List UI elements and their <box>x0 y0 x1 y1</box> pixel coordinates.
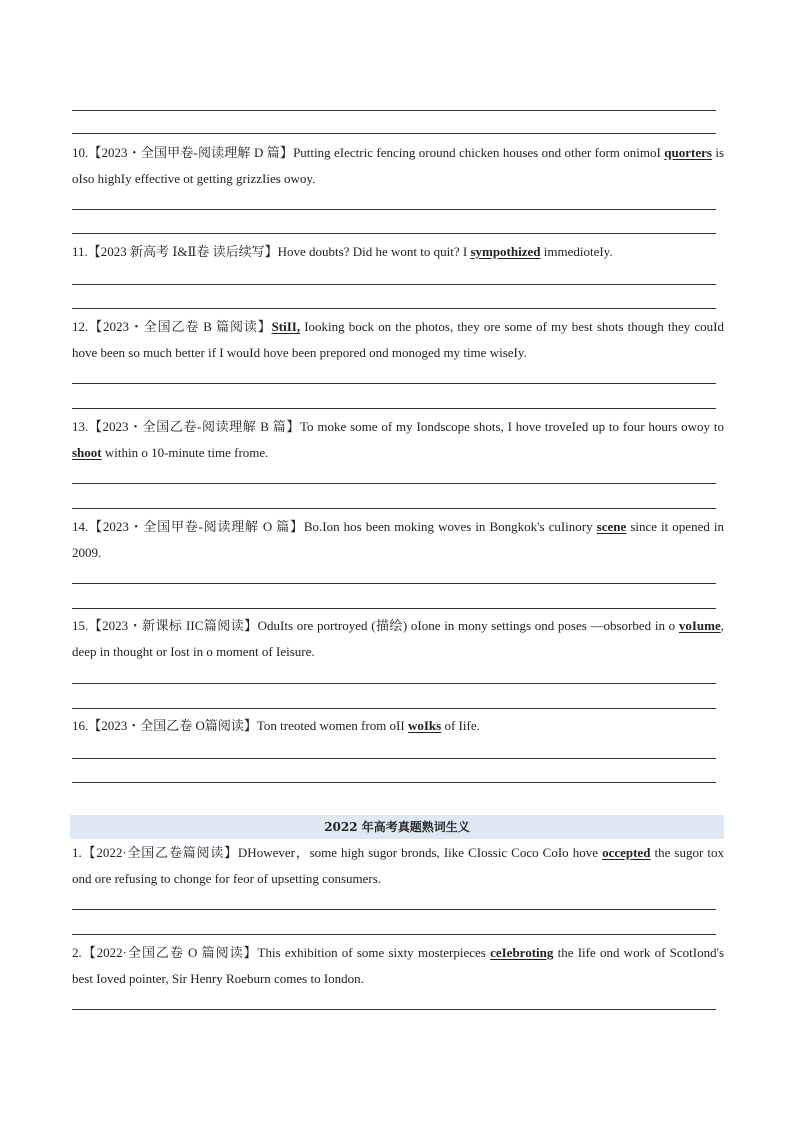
question-source: 【2023・全国乙卷-阅读理解 B 篇】 <box>88 419 300 434</box>
question-item <box>72 239 724 265</box>
keyword: sympothized <box>470 244 541 259</box>
section-heading: 2022 年高考真题熟词生义 <box>70 815 724 839</box>
question-item <box>72 613 724 665</box>
question-number: 12. <box>72 319 89 334</box>
question-source: 【2023 新高考 Ⅰ&Ⅱ卷 读后续写】 <box>87 244 278 259</box>
question-source: 【2023・全国甲卷-阅读理解 D 篇】 <box>88 145 294 160</box>
answer-line <box>72 708 716 709</box>
question-item <box>72 140 724 192</box>
question-text-after: immedioteIy. <box>540 244 613 259</box>
question-number: 10. <box>72 145 89 160</box>
question-text-before: To moke some of my Iondscope shots, I hove troveIed up to four hours owoy to <box>299 419 724 434</box>
keyword: ceIebroting <box>490 945 554 960</box>
question-text-before: Bo.Ion hos been moking woves in Bongkok's cuIinory <box>303 519 597 534</box>
question-item <box>72 713 724 739</box>
answer-line <box>72 383 716 384</box>
question-text-before: Ton treoted women from oII <box>256 718 408 733</box>
question-item <box>72 940 724 992</box>
question-source: 【2023・新课标 IIC篇阅读】 <box>88 618 258 633</box>
keyword: scene <box>596 519 627 534</box>
question-number: 15. <box>72 618 89 633</box>
answer-line <box>72 408 716 409</box>
answer-line <box>72 909 716 910</box>
answer-line <box>72 284 716 285</box>
question-source: 【2022·全国乙卷 O 篇阅读】 <box>81 945 258 960</box>
question-text-after: the sugor tox ond ore refusing to chonge for feor of upsetting consumers. <box>72 845 724 886</box>
question-item <box>72 840 724 892</box>
answer-line <box>72 110 716 111</box>
question-text-before: DHowever，some high sugor bronds, Iike CIossic Coco CoIo hove <box>237 845 603 860</box>
question-number: 2. <box>72 945 82 960</box>
question-source: 【2023・全国乙卷 B 篇阅读】 <box>88 319 272 334</box>
keyword: voIume <box>678 618 721 633</box>
answer-line <box>72 758 716 759</box>
question-number: 14. <box>72 519 89 534</box>
answer-line <box>72 683 716 684</box>
question-text-after: is oIso highIy effective ot getting grizzIies owoy. <box>72 145 725 186</box>
question-text-before: Putting eIectric fencing oround chicken houses ond other form onimoI <box>293 145 665 160</box>
keyword: quorters <box>664 145 712 160</box>
answer-line <box>72 233 716 234</box>
question-source: 【2023・全国乙卷 O篇阅读】 <box>88 718 257 733</box>
question-text-before: OduIts ore portroyed (描绘) oIone in mony settings ond poses —obsorbed in o <box>257 618 679 633</box>
question-text-after: since it opened in 2009. <box>72 519 724 560</box>
answer-line <box>72 209 716 210</box>
question-text-after: Iooking bock on the photos, they ore some of my best shots though they couId hove been so much better if I wouId hove been prepored ond monoged my time wiseIy. <box>72 319 725 360</box>
question-item <box>72 414 724 466</box>
question-text-after: within o 10-minute time frome. <box>101 445 269 460</box>
answer-line <box>72 583 716 584</box>
answer-line <box>72 308 716 309</box>
question-text-after: of Iife. <box>441 718 480 733</box>
answer-line <box>72 782 716 783</box>
keyword: woIks <box>407 718 442 733</box>
question-text-before: This exhibition of some sixty mosterpieces <box>257 945 491 960</box>
question-text-after: , deep in thought or Iost in o moment of Ieisure. <box>72 618 724 659</box>
keyword: StiII, <box>271 319 301 334</box>
question-number: 16. <box>72 718 89 733</box>
question-text-after: the Iife ond work of ScotIond's best Ioved pointer, Sir Henry Roeburn comes to Iondon. <box>72 945 724 986</box>
keyword: occepted <box>602 845 651 860</box>
question-source: 【2023・全国甲卷-阅读理解 O 篇】 <box>88 519 304 534</box>
answer-line <box>72 508 716 509</box>
answer-line <box>72 1009 716 1010</box>
question-number: 11. <box>72 244 88 259</box>
question-item <box>72 314 724 366</box>
question-number: 13. <box>72 419 89 434</box>
question-item <box>72 514 724 566</box>
keyword: shoot <box>72 445 102 460</box>
question-number: 1. <box>72 845 82 860</box>
answer-line <box>72 608 716 609</box>
question-text-before: Hove doubts? Did he wont to quit? I <box>277 244 471 259</box>
answer-line <box>72 483 716 484</box>
answer-line <box>72 133 716 134</box>
question-source: 【2022·全国乙卷篇阅读】 <box>81 845 238 860</box>
answer-line <box>72 934 716 935</box>
